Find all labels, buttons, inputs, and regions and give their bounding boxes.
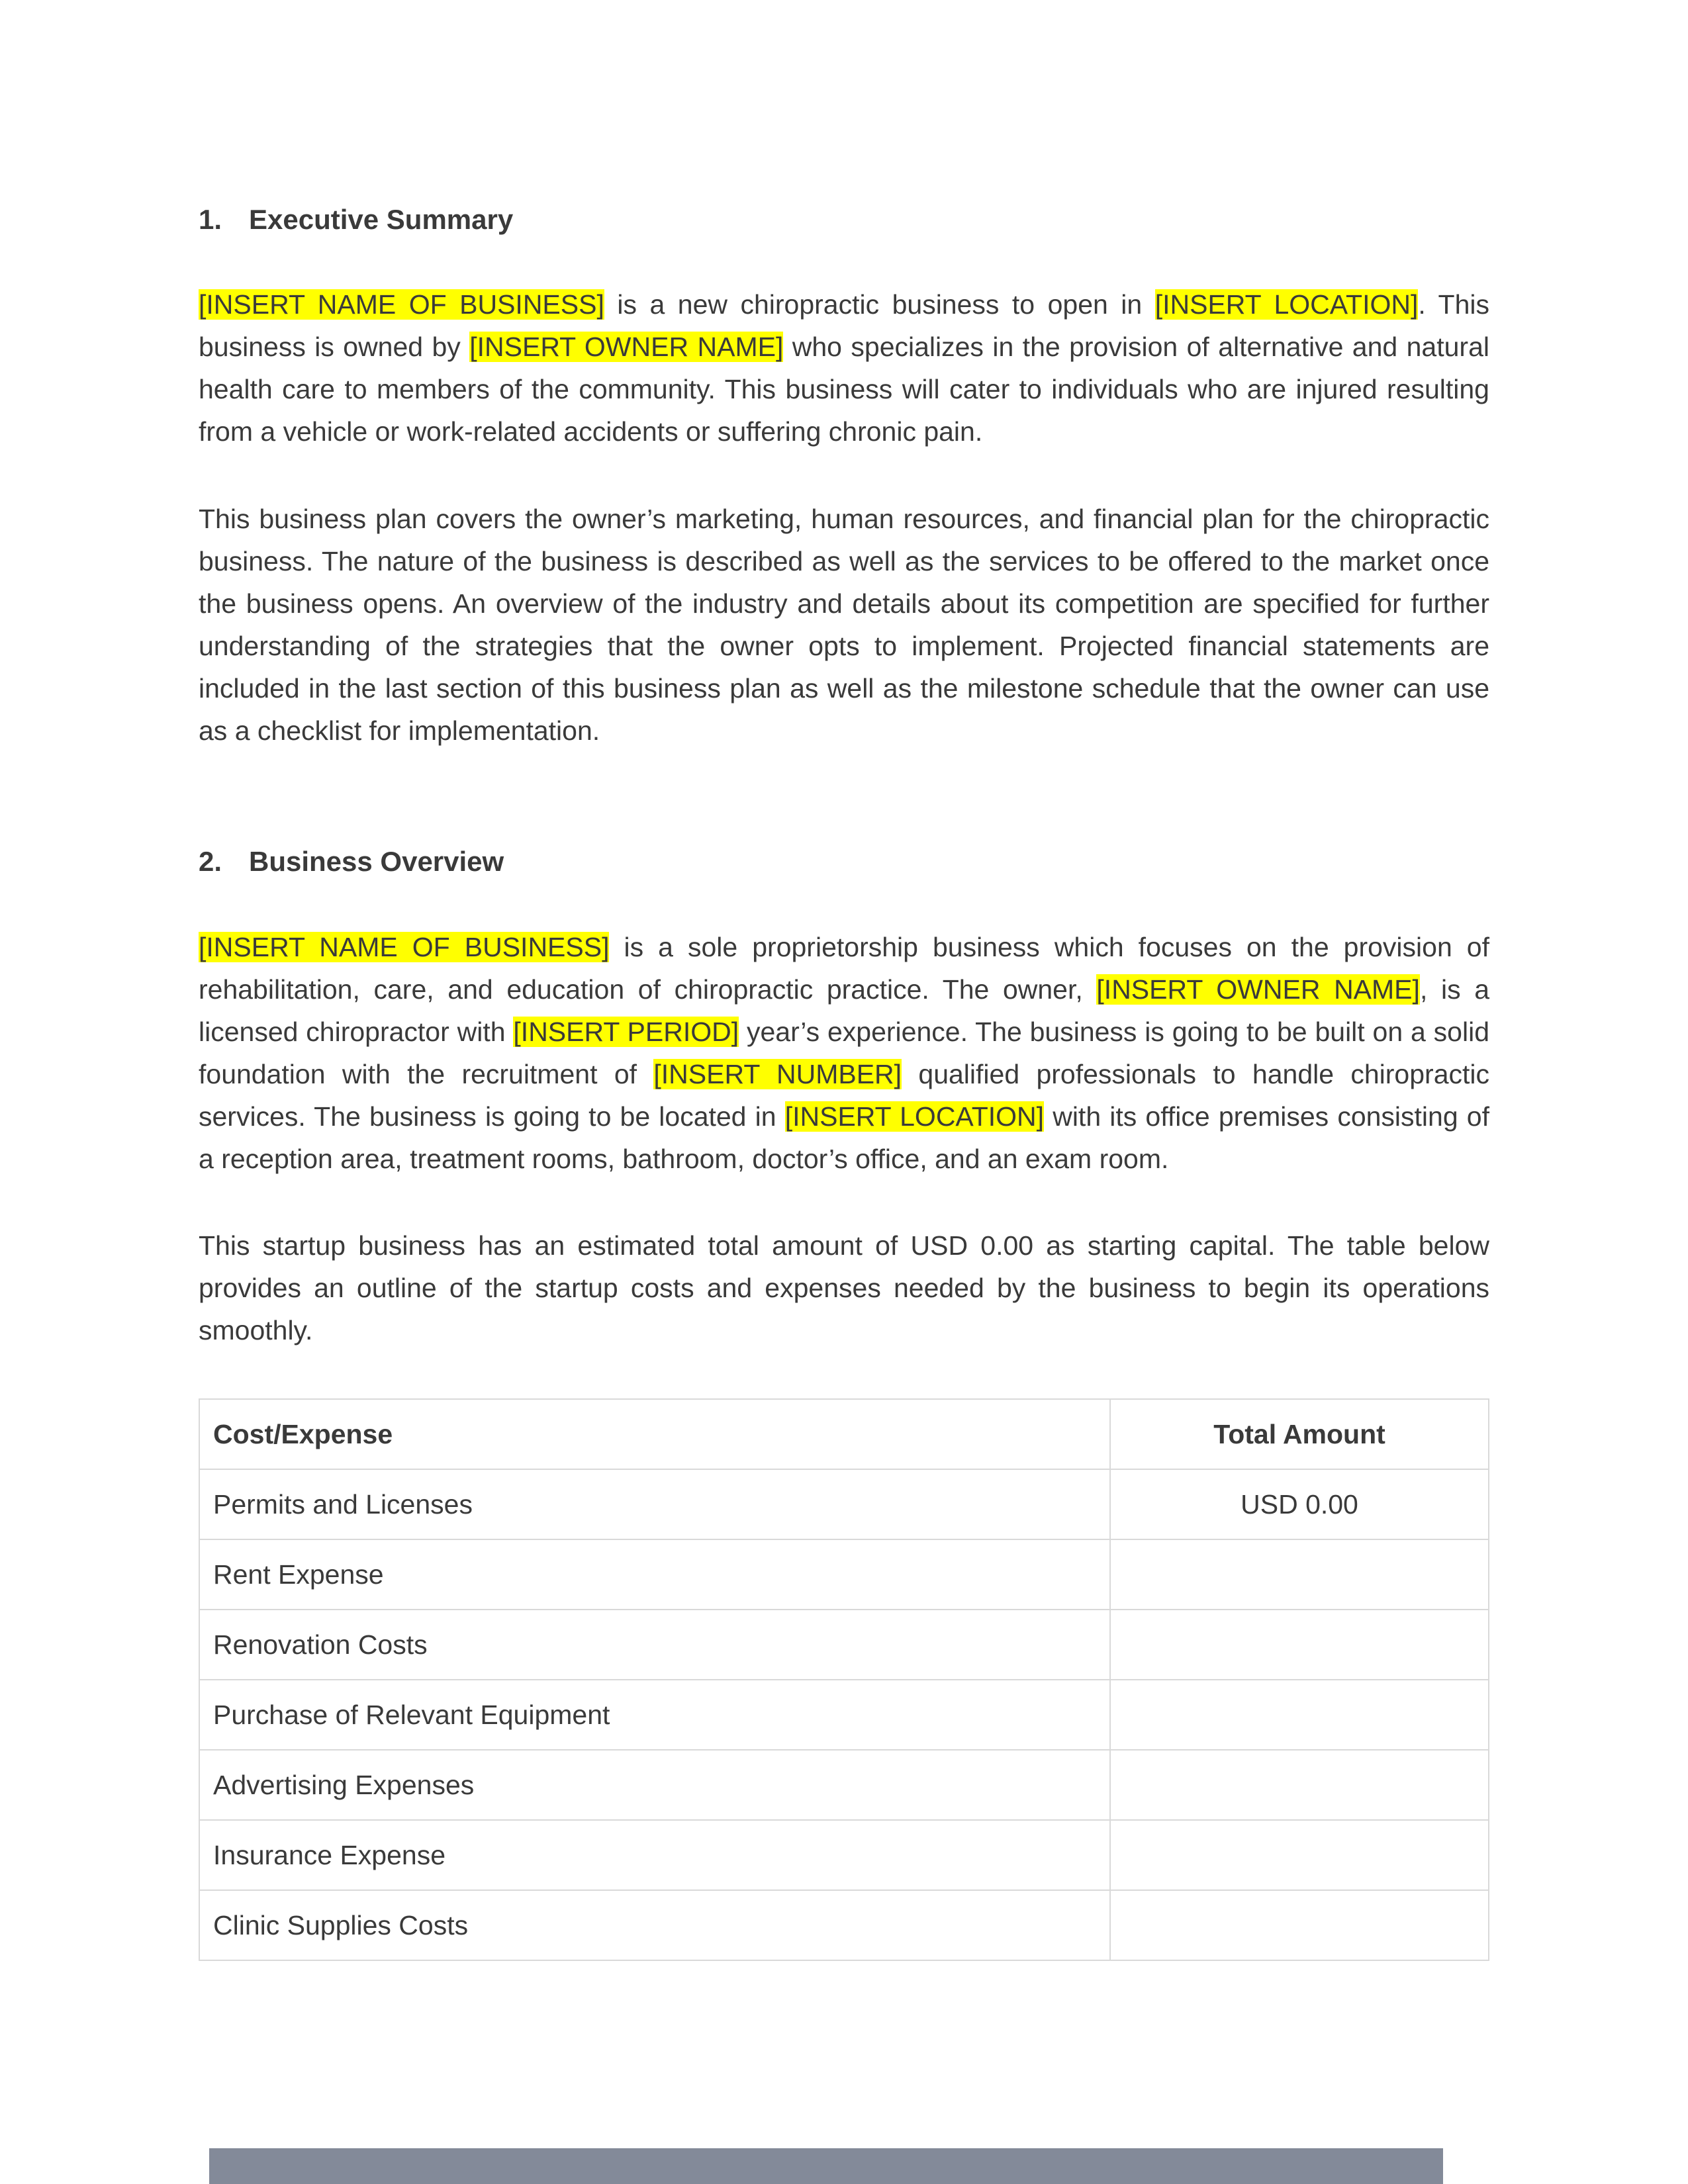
total-amount-cell (1110, 1610, 1489, 1680)
placeholder-location: [INSERT LOCATION] (784, 1101, 1045, 1132)
section-heading-executive-summary (199, 200, 513, 240)
section-heading-business-overview (199, 842, 504, 882)
paragraph-text: . This business is owned by (199, 289, 1489, 362)
placeholder-business-name: [INSERT NAME OF BUSINESS] (199, 289, 604, 320)
page-footer-bar (209, 2148, 1443, 2184)
placeholder-location: [INSERT LOCATION] (1154, 289, 1419, 320)
total-amount-cell (1110, 1750, 1489, 1820)
section-number: 1. (199, 204, 222, 235)
cost-expense-cell: Insurance Expense (199, 1820, 1110, 1890)
placeholder-owner-name: [INSERT OWNER NAME] (1096, 974, 1420, 1005)
table-row (199, 1680, 1489, 1750)
section-title: Business Overview (249, 846, 504, 877)
cost-expense-cell: Renovation Costs (199, 1610, 1110, 1680)
placeholder-owner-name: [INSERT OWNER NAME] (469, 332, 784, 362)
total-amount-cell (1110, 1820, 1489, 1890)
placeholder-number: [INSERT NUMBER] (653, 1059, 902, 1089)
table-row (199, 1610, 1489, 1680)
table-row (199, 1820, 1489, 1890)
cost-expense-cell: Clinic Supplies Costs (199, 1890, 1110, 1960)
startup-costs-table (199, 1398, 1489, 1961)
cost-expense-cell: Advertising Expenses (199, 1750, 1110, 1820)
table-row (199, 1890, 1489, 1960)
total-amount-cell (1110, 1890, 1489, 1960)
executive-summary-paragraph-1 (199, 283, 1489, 453)
section-title: Executive Summary (249, 204, 514, 235)
paragraph-text: qualified professionals to handle chiropractic services. The business is going to be located in (199, 1059, 1489, 1132)
total-amount-cell (1110, 1539, 1489, 1610)
executive-summary-paragraph-2: This business plan covers the owner’s marketing, human resources, and financial plan for the chiropractic business. The nature of the business is described as well as the services to be offered to the market once the business opens. An overview of the industry and details about its competition are specified for further understanding of the strategies that the owner opts to implement. Projected financial statements are included in the last section of this business plan as well as the milestone schedule that the owner can use as a checklist for implementation. (199, 504, 1489, 746)
paragraph-text: is a new chiropractic business to open in (604, 289, 1155, 320)
paragraph-text: , is a licensed chiropractor with (199, 974, 1490, 1047)
table-row (199, 1469, 1489, 1539)
total-amount-cell: USD 0.00 (1110, 1469, 1489, 1539)
cost-expense-cell: Purchase of Relevant Equipment (199, 1680, 1110, 1750)
placeholder-period: [INSERT PERIOD] (513, 1017, 739, 1047)
paragraph-text: year’s experience. The business is going to be built on a solid foundation with the recruitment of (199, 1017, 1490, 1089)
total-amount-cell (1110, 1680, 1489, 1750)
placeholder-business-name: [INSERT NAME OF BUSINESS] (199, 932, 610, 962)
section-number: 2. (199, 846, 222, 877)
business-overview-paragraph-2: This startup business has an estimated total amount of USD 0.00 as starting capital. The table below provides an outline of the startup costs and expenses needed by the business to begin its operations smoothly. (199, 1230, 1489, 1345)
cost-expense-cell: Rent Expense (199, 1539, 1110, 1610)
column-header-total-amount: Total Amount (1110, 1399, 1489, 1469)
table-row (199, 1539, 1489, 1610)
business-overview-paragraph-1 (199, 926, 1489, 1180)
table-header-row (199, 1399, 1489, 1469)
cost-expense-cell: Permits and Licenses (199, 1469, 1110, 1539)
paragraph-text: with its office premises consisting of a reception area, treatment rooms, bathroom, doctor’s office, and an exam room. (199, 1101, 1489, 1174)
paragraph-text: is a sole proprietorship business which focuses on the provision of rehabilitation, care, and education of chiropractic practice. The owner, (199, 932, 1489, 1005)
paragraph-text: who specializes in the provision of alternative and natural health care to members of the community. This business will cater to individuals who are injured resulting from a vehicle or work-related accidents or suffering chronic pain. (199, 332, 1489, 447)
column-header-cost-expense: Cost/Expense (199, 1399, 1110, 1469)
table-row (199, 1750, 1489, 1820)
